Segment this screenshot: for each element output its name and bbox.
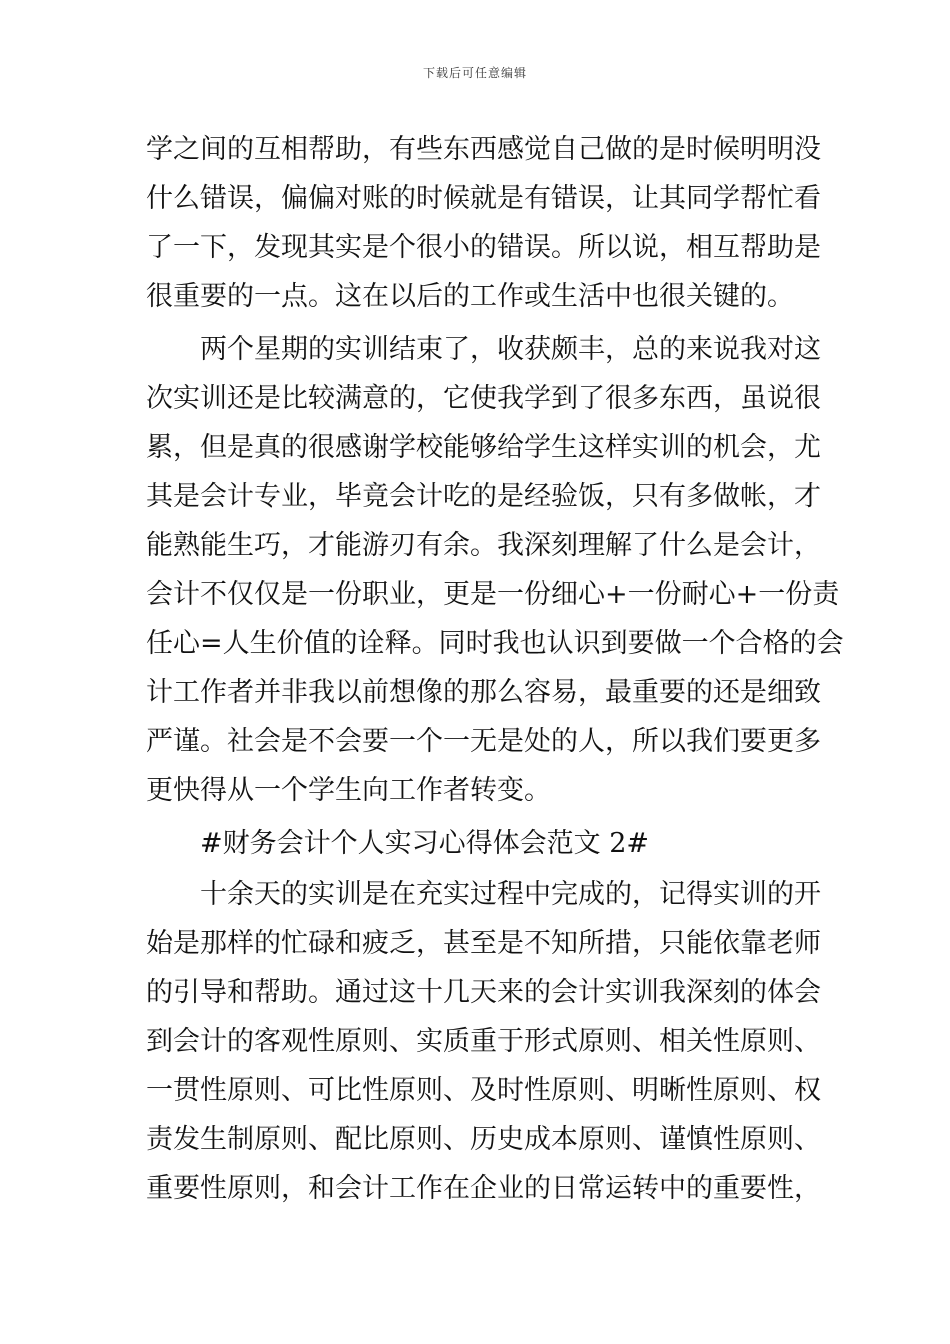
text-line: 的引导和帮助。通过这十几天来的会计实训我深刻的体会: [146, 977, 821, 1008]
text-line: 计工作者并非我以前想像的那么容易，最重要的还是细致: [146, 677, 821, 708]
text-line: 什么错误，偏偏对账的时候就是有错误，让其同学帮忙看: [146, 183, 821, 214]
text-line: 到会计的客观性原则、实质重于形式原则、相关性原则、: [146, 1026, 821, 1057]
text-line: 了一下，发现其实是个很小的错误。所以说，相互帮助是: [146, 232, 821, 263]
text-line: 任心=人生价值的诠释。同时我也认识到要做一个合格的会: [146, 628, 844, 659]
paragraph-first-line: 两个星期的实训结束了，收获颇丰，总的来说我对这: [200, 334, 821, 365]
text-line: 其是会计专业，毕竟会计吃的是经验饭，只有多做帐，才: [146, 481, 821, 512]
text-line: 会计不仅仅是一份职业，更是一份细心+一份耐心+一份责: [146, 579, 840, 610]
text-line: 责发生制原则、配比原则、历史成本原则、谨慎性原则、: [146, 1124, 821, 1155]
text-line: 能熟能生巧，才能游刃有余。我深刻理解了什么是会计，: [146, 530, 821, 561]
text-line: 始是那样的忙碌和疲乏，甚至是不知所措，只能依靠老师: [146, 928, 821, 959]
text-line: 一贯性原则、可比性原则、及时性原则、明晰性原则、权: [146, 1075, 821, 1106]
page-header: 下载后可任意编辑: [422, 66, 527, 80]
paragraph-first-line: 十余天的实训是在充实过程中完成的，记得实训的开: [200, 879, 821, 910]
text-line: 严谨。社会是不会要一个一无是处的人，所以我们要更多: [146, 726, 821, 757]
text-line: 次实训还是比较满意的，它使我学到了很多东西，虽说很: [146, 383, 821, 414]
text-line: 重要性原则，和会计工作在企业的日常运转中的重要性，: [146, 1173, 821, 1204]
text-line: 学之间的互相帮助，有些东西感觉自己做的是时候明明没: [146, 134, 821, 165]
text-line: 累，但是真的很感谢学校能够给学生这样实训的机会，尤: [146, 432, 821, 463]
text-line: 很重要的一点。这在以后的工作或生活中也很关键的。: [146, 281, 794, 312]
section-heading: #财务会计个人实习心得体会范文 2#: [200, 828, 650, 859]
text-line: 更快得从一个学生向工作者转变。: [146, 775, 551, 806]
